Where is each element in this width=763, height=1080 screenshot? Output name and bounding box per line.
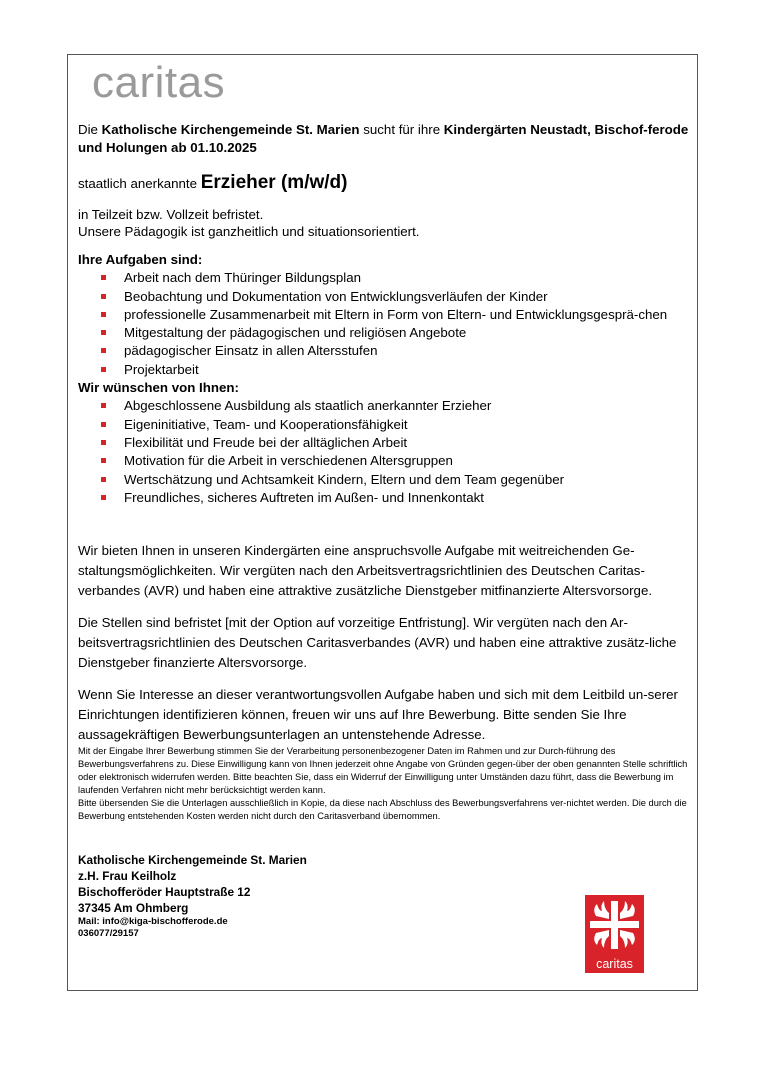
list-item: professionelle Zusammenarbeit mit Eltern in Form von Eltern- und Entwicklungsgesprä-chen <box>78 306 690 324</box>
job-title-text: Erzieher (m/w/d) <box>200 172 348 193</box>
address-street: Bischofferöder Hauptstraße 12 <box>78 885 251 899</box>
bullet-icon <box>101 312 106 317</box>
bullet-icon <box>101 477 106 482</box>
bullet-icon <box>101 403 106 408</box>
list-item: Abgeschlossene Ausbildung als staatlich anerkannter Erzieher <box>78 397 690 415</box>
offer-paragraph: Wir bieten Ihnen in unseren Kindergärten eine anspruchsvolle Aufgabe mit weitreichenden Ge-staltungsmöglichkeiten. Wir vergüten nach den Arbeitsvertragsrichtlinien des Deutschen Caritas-verbandes (AVR) und haben eine attraktive zusätzliche Dienstgeber mitfinanzierte Altersvorsorge. <box>78 543 653 598</box>
employer-name: Katholische Kirchengemeinde St. Marien <box>101 122 360 137</box>
wishes-list <box>78 397 690 507</box>
bullet-icon <box>101 348 106 353</box>
phone-number: 036077/29157 <box>78 928 139 939</box>
address-city: 37345 Am Ohmberg <box>78 901 189 915</box>
intro-text: Die Katholische Kirchengemeinde St. Marien sucht für ihre Kindergärten Neustadt, Bischof-ferode und Holungen ab 01.10.2025 <box>78 122 689 155</box>
bullet-icon <box>101 422 106 427</box>
caritas-logo <box>585 895 644 973</box>
requirements-section <box>78 251 690 507</box>
list-item: Wertschätzung und Achtsamkeit Kindern, Eltern und dem Team gegenüber <box>78 471 690 489</box>
employment-type: in Teilzeit bzw. Vollzeit befristet. Unsere Pädagogik ist ganzheitlich und situationsorientiert. <box>78 207 420 239</box>
list-item: Arbeit nach dem Thüringer Bildungsplan <box>78 269 690 287</box>
list-item: Eigeninitiative, Team- und Kooperationsfähigkeit <box>78 416 690 434</box>
bullet-icon <box>101 458 106 463</box>
job-title: staatlich anerkannte Erzieher (m/w/d) <box>78 172 348 193</box>
bullet-icon <box>101 440 106 445</box>
bullet-icon <box>101 330 106 335</box>
address-name: Katholische Kirchengemeinde St. Marien <box>78 853 307 867</box>
copies-text: Bitte übersenden Sie die Unterlagen ausschließlich in Kopie, da diese nach Abschluss des Bewerbungsverfahrens ver-nichtet werden. Die durch die Bewerbung entstehenden Kosten werden nicht durch den Caritasverband übernommen. <box>78 798 687 821</box>
logo-label: caritas <box>596 957 633 971</box>
document-frame <box>67 54 698 991</box>
list-item: Projektarbeit <box>78 361 690 379</box>
email-link[interactable]: Mail: info@kiga-bischofferode.de <box>78 916 228 927</box>
wishes-heading: Wir wünschen von Ihnen: <box>78 380 239 396</box>
list-item: Freundliches, sicheres Auftreten im Außen- und Innenkontakt <box>78 489 690 507</box>
tasks-heading: Ihre Aufgaben sind: <box>78 252 203 267</box>
address-attn: z.H. Frau Keilholz <box>78 869 177 883</box>
locations: Kindergärten Neustadt, Bischof-ferode und Holungen ab 01.10.2025 <box>78 122 689 155</box>
list-item: Beobachtung und Dokumentation von Entwicklungsverläufen der Kinder <box>78 288 690 306</box>
bullet-icon <box>101 294 106 299</box>
bullet-icon <box>101 495 106 500</box>
apply-paragraph: Wenn Sie Interesse an dieser verantwortungsvollen Aufgabe haben und sich mit dem Leitbild un-serer Einrichtungen identifizieren können, freuen wir uns auf Ihre Bewerbung. Bitte senden Sie Ihre aussagekräftigen Bewerbungsunterlagen an untenstehende Adresse. <box>78 687 678 742</box>
privacy-notice <box>78 745 690 823</box>
flame-cross-icon <box>590 901 639 949</box>
contract-paragraph: Die Stellen sind befristet [mit der Option auf vorzeitige Entfristung]. Wir vergüten nach den Ar-beitsvertragsrichtlinien des Deutschen Caritasverbandes (AVR) und haben eine attraktive zusätz-liche Dienstgeber finanzierte Altersvorsorge. <box>78 615 677 670</box>
bullet-icon <box>101 275 106 280</box>
list-item: Motivation für die Arbeit in verschiedenen Altersgruppen <box>78 452 690 470</box>
list-item: Flexibilität und Freude bei der alltäglichen Arbeit <box>78 434 690 452</box>
consent-text: Mit der Eingabe Ihrer Bewerbung stimmen Sie der Verarbeitung personenbezogener Daten im Rahmen und zur Durch-führung des Bewerbungsverfahrens zu. Diese Einwilligung kann von Ihnen jederzeit ohne Angabe von Gründen gegen-über der oben genannten Stelle schriftlich oder elektronisch widerrufen werden. Bitte beachten Sie, dass ein Widerruf der Einwilligung unter Umständen dazu führt, dass die Bewerbung im laufenden Verfahren nicht mehr berücksichtigt werden kann. <box>78 746 688 795</box>
tasks-list <box>78 269 690 379</box>
caritas-wordmark: caritas <box>92 58 226 107</box>
list-item: pädagogischer Einsatz in allen Altersstufen <box>78 342 690 360</box>
bullet-icon <box>101 367 106 372</box>
list-item: Mitgestaltung der pädagogischen und religiösen Angebote <box>78 324 690 342</box>
